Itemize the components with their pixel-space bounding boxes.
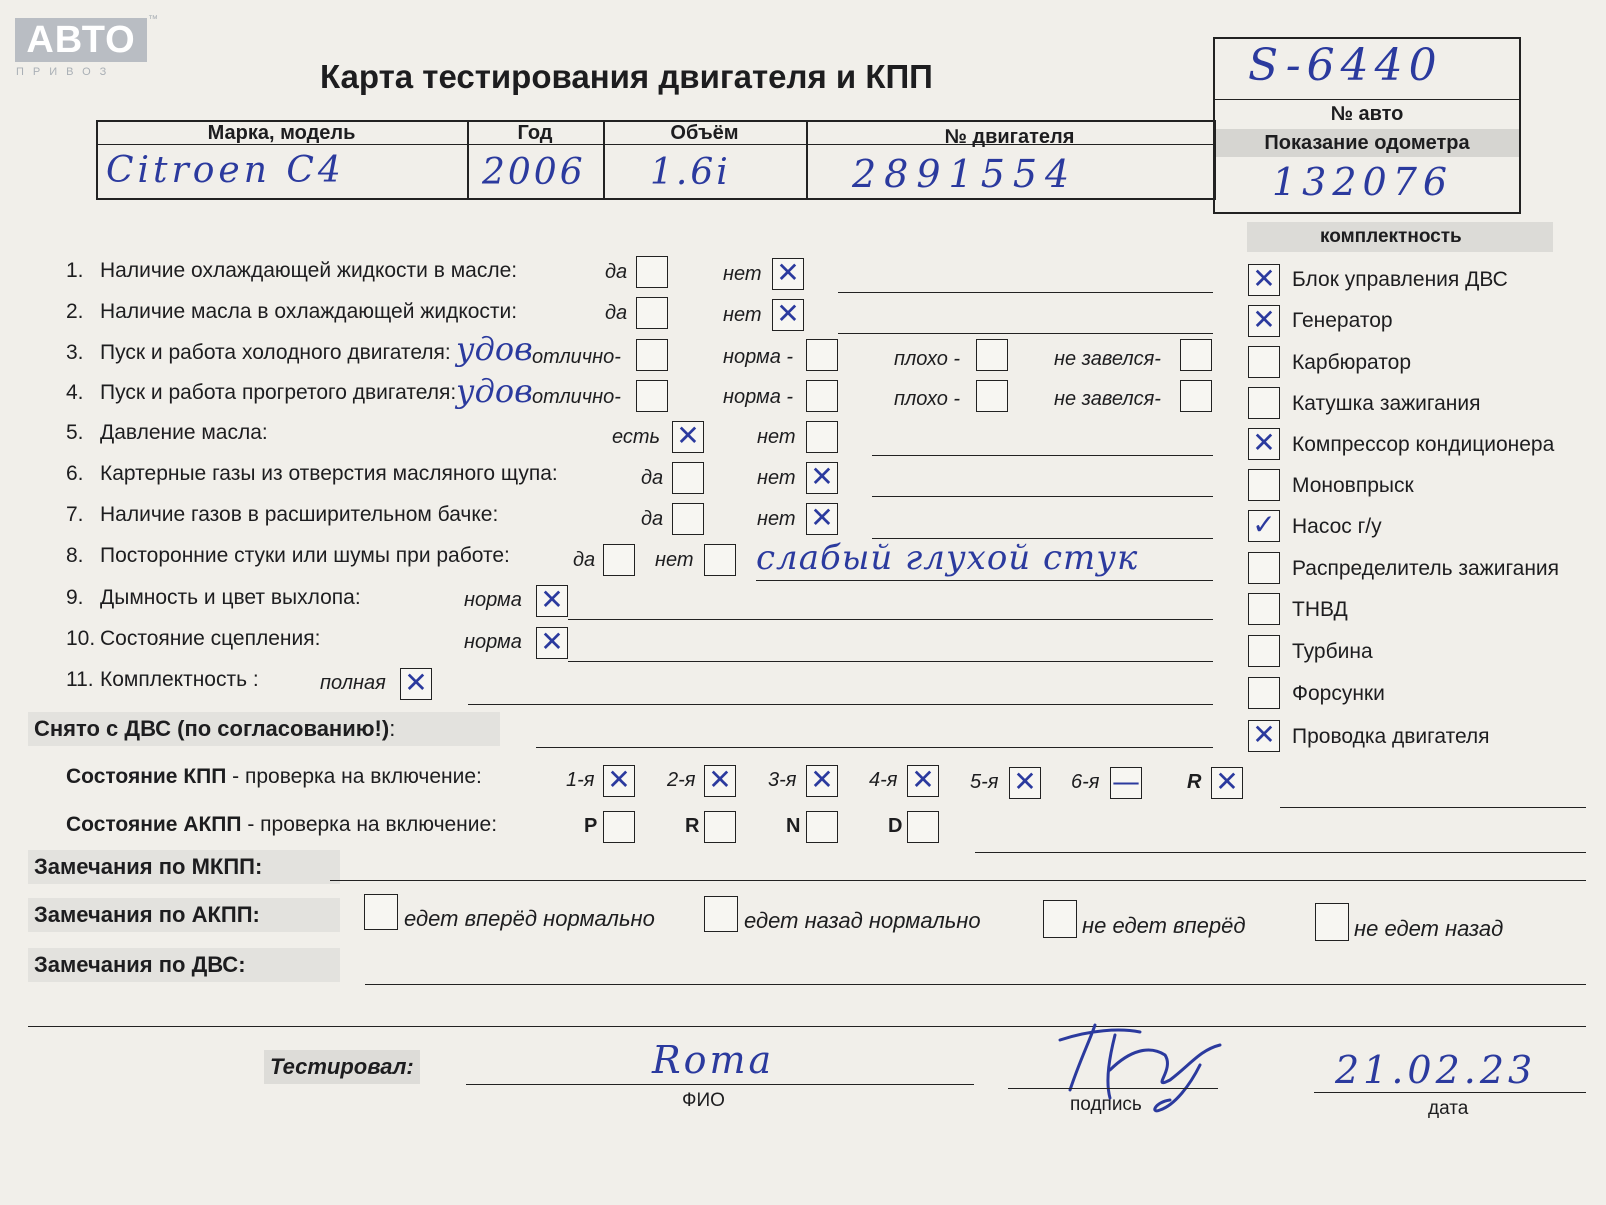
row-9-norm-label: норма [464, 589, 522, 611]
row-3-excellent-label: отлично- [532, 346, 621, 368]
akpp-backward-ok-checkbox[interactable] [704, 896, 738, 932]
removed-line [536, 747, 1213, 748]
trademark-mark: ™ [148, 14, 158, 25]
kpp-label-rest: - проверка на включение: [226, 765, 482, 788]
car-number-value[interactable]: S-6440 [1248, 40, 1443, 91]
akpp-line [975, 852, 1586, 853]
row-5-label: Давление масла: [100, 421, 268, 444]
gear-3-label: 3-я [768, 769, 797, 791]
gear-3-checkbox[interactable]: ✕ [806, 765, 838, 797]
volume-value[interactable]: 1.6i [650, 152, 731, 193]
row-5-no-checkbox[interactable] [806, 421, 838, 453]
komp-6-checkbox[interactable] [1248, 469, 1280, 501]
akpp-no-backward-checkbox[interactable] [1315, 903, 1349, 941]
row-11-full-checkbox[interactable]: ✕ [400, 668, 432, 700]
akpp-label [66, 813, 497, 837]
row-3-bad-checkbox[interactable] [976, 339, 1008, 371]
row-4-label: Пуск и работа прогретого двигателя: [100, 381, 457, 404]
row-5-line [872, 455, 1213, 456]
row-3-num: 3. [66, 341, 84, 364]
row-8-line [756, 580, 1213, 581]
row-11-line [468, 704, 1213, 705]
komp-10-label: Турбина [1292, 640, 1373, 663]
akpp-no-forward-label: не едет вперёд [1082, 913, 1246, 938]
row-11-label: Комплектность : [100, 668, 259, 691]
row-3-normal-checkbox[interactable] [806, 339, 838, 371]
komp-6-label: Моновпрыск [1292, 474, 1414, 497]
row-5-present-checkbox[interactable]: ✕ [672, 421, 704, 453]
gear-2-label: 2-я [667, 769, 696, 791]
year-value[interactable]: 2006 [482, 152, 586, 193]
removed-from-engine-label [28, 712, 500, 746]
row-1-no-checkbox[interactable]: ✕ [772, 258, 804, 290]
logo-subtitle: ПРИВОЗ [16, 66, 116, 78]
row-8-yes-checkbox[interactable] [603, 544, 635, 576]
row-3-excellent-checkbox[interactable] [636, 339, 668, 371]
row-4-not-started-checkbox[interactable] [1180, 380, 1212, 412]
kpp-line [1280, 807, 1586, 808]
komp-4-checkbox[interactable] [1248, 387, 1280, 419]
tester-name-value[interactable]: Roma [652, 1038, 775, 1082]
row-8-handwritten[interactable]: слабый глухой стук [756, 538, 1139, 578]
row-6-yes-label: да [641, 467, 664, 489]
row-10-num: 10. [66, 627, 96, 650]
gear-5-label: 5-я [970, 771, 999, 793]
row-4-normal-checkbox[interactable] [806, 380, 838, 412]
komp-5-checkbox[interactable]: ✕ [1248, 428, 1280, 460]
row-4-excellent-checkbox[interactable] [636, 380, 668, 412]
row-3-handwritten[interactable]: удов [456, 330, 533, 368]
row-4-num: 4. [66, 381, 84, 404]
row-1-yes-checkbox[interactable] [636, 256, 668, 288]
row-2-no-checkbox[interactable]: ✕ [772, 299, 804, 331]
row-10-line [568, 661, 1213, 662]
row-8-yes-label: да [573, 549, 596, 571]
row-8-no-label: нет [655, 549, 694, 571]
gear-4-checkbox[interactable]: ✕ [907, 765, 939, 797]
remarks-dvs-label: Замечания по ДВС: [28, 948, 340, 982]
row-8-no-checkbox[interactable] [704, 544, 736, 576]
komp-7-label: Насос г/у [1292, 515, 1382, 538]
gear-1-checkbox[interactable]: ✕ [603, 765, 635, 797]
row-6-line [872, 496, 1213, 497]
row-8-label: Посторонние стуки или шумы при работе: [100, 544, 510, 567]
mode-d-checkbox[interactable] [907, 811, 939, 843]
mode-n-label: N [786, 815, 801, 837]
row-7-no-checkbox[interactable]: ✕ [806, 503, 838, 535]
gear-2-checkbox[interactable]: ✕ [704, 765, 736, 797]
row-1-yes-label: да [605, 261, 628, 283]
komp-9-checkbox[interactable] [1248, 593, 1280, 625]
document-title: Карта тестирования двигателя и КПП [320, 58, 933, 95]
row-5-no-label: нет [757, 426, 796, 448]
kpp-label-bold: Состояние КПП [66, 765, 227, 788]
akpp-forward-ok-checkbox[interactable] [364, 894, 398, 930]
gear-4-label: 4-я [869, 769, 898, 791]
gear-1-label: 1-я [566, 769, 595, 791]
akpp-no-backward-label: не едет назад [1354, 916, 1504, 941]
row-10-label: Состояние сцепления: [100, 627, 321, 650]
mode-p-checkbox[interactable] [603, 811, 635, 843]
row-10-norm-checkbox[interactable]: ✕ [536, 627, 568, 659]
row-7-yes-checkbox[interactable] [672, 503, 704, 535]
row-4-normal-label: норма - [723, 386, 794, 408]
row-2-num: 2. [66, 300, 84, 323]
row-4-handwritten[interactable]: удов [456, 372, 533, 410]
row-6-label: Картерные газы из отверстия масляного щупа: [100, 462, 558, 485]
row-2-yes-checkbox[interactable] [636, 297, 668, 329]
car-number-label: № авто [1330, 103, 1404, 125]
row-2-yes-label: да [605, 302, 628, 324]
komp-4-label: Катушка зажигания [1292, 392, 1481, 415]
name-caption: ФИО [682, 1090, 725, 1111]
row-1-no-label: нет [723, 263, 762, 285]
avto-privoz-logo: АВТО [15, 18, 147, 62]
row-5-present-label: есть [612, 426, 661, 448]
komplektnost-header: комплектность [1320, 226, 1462, 247]
row-3-not-started-checkbox[interactable] [1180, 339, 1212, 371]
row-4-bad-checkbox[interactable] [976, 380, 1008, 412]
row-1-line [838, 292, 1213, 293]
komp-3-label: Карбюратор [1292, 351, 1412, 374]
row-6-no-label: нет [757, 467, 796, 489]
removed-bold: Снято с ДВС [34, 716, 178, 741]
row-8-num: 8. [66, 544, 84, 567]
komp-12-checkbox[interactable]: ✕ [1248, 720, 1280, 752]
row-9-num: 9. [66, 586, 84, 609]
row-3-label: Пуск и работа холодного двигателя: [100, 341, 451, 364]
komp-1-checkbox[interactable]: ✕ [1248, 264, 1280, 296]
odometer-value[interactable]: 132076 [1272, 160, 1454, 204]
mode-r-checkbox[interactable] [704, 811, 736, 843]
komp-1-label: Блок управления ДВС [1292, 268, 1508, 291]
akpp-label-rest: - проверка на включение: [241, 813, 498, 836]
row-6-num: 6. [66, 462, 84, 485]
komp-10-checkbox[interactable] [1248, 635, 1280, 667]
make-model-value[interactable]: Citroen C4 [106, 150, 345, 191]
signature-caption: подпись [1070, 1094, 1142, 1115]
komp-8-checkbox[interactable] [1248, 552, 1280, 584]
row-1-num: 1. [66, 259, 84, 282]
row-10-norm-label: норма [464, 631, 522, 653]
row-11-num: 11. [66, 668, 94, 691]
mode-r-label: R [685, 815, 700, 837]
gear-r-label: R [1187, 771, 1202, 793]
engine-number-value[interactable]: 2891554 [852, 152, 1078, 196]
mode-p-label: P [584, 815, 598, 837]
gear-5-checkbox[interactable]: ✕ [1009, 767, 1041, 799]
gear-6-checkbox[interactable]: — [1112, 765, 1140, 798]
engine-number-header: № двигателя [944, 126, 1075, 148]
row-11-full-label: полная [320, 672, 386, 694]
row-9-norm-checkbox[interactable]: ✕ [536, 585, 568, 617]
removed-tail: : [389, 716, 396, 741]
car-number-underline [1213, 99, 1521, 100]
komp-7-checkbox[interactable]: ✓ [1248, 510, 1280, 542]
volume-header: Объём [670, 122, 739, 144]
komp-9-label: ТНВД [1292, 598, 1348, 621]
mode-n-checkbox[interactable] [806, 811, 838, 843]
remarks-mkpp-label: Замечания по МКПП: [28, 850, 340, 884]
row-5-num: 5. [66, 421, 84, 444]
row-1-label: Наличие охлаждающей жидкости в масле: [100, 259, 518, 282]
kpp-label [66, 765, 482, 789]
row-9-label: Дымность и цвет выхлопа: [100, 586, 361, 609]
row-7-yes-label: да [641, 508, 664, 530]
odometer-label: Показание одометра [1264, 132, 1470, 154]
row-7-num: 7. [66, 503, 84, 526]
make-model-header: Марка, модель [207, 122, 356, 144]
row-4-bad-label: плохо - [894, 388, 961, 410]
date-value[interactable]: 21.02.23 [1335, 1048, 1537, 1092]
row-3-bad-label: плохо - [894, 348, 961, 370]
row-7-label: Наличие газов в расширительном бачке: [100, 503, 499, 526]
row-6-no-checkbox[interactable]: ✕ [806, 462, 838, 494]
komp-11-label: Форсунки [1292, 682, 1385, 705]
remarks-akpp-label: Замечания по АКПП: [28, 898, 340, 932]
row-7-no-label: нет [757, 508, 796, 530]
akpp-no-forward-checkbox[interactable] [1043, 900, 1077, 938]
gear-r-checkbox[interactable]: ✕ [1211, 767, 1243, 799]
komp-2-label: Генератор [1292, 309, 1393, 332]
remarks-extra-line [28, 1026, 1586, 1027]
komp-3-checkbox[interactable] [1248, 346, 1280, 378]
signature-line [1008, 1088, 1218, 1089]
row-6-yes-checkbox[interactable] [672, 462, 704, 494]
row-3-not-started-label: не завелся- [1054, 348, 1161, 370]
date-line [1314, 1092, 1586, 1093]
row-3-normal-label: норма - [723, 346, 794, 368]
row-2-line [838, 333, 1213, 334]
year-header: Год [517, 122, 553, 144]
komp-12-label: Проводка двигателя [1292, 725, 1490, 748]
akpp-backward-ok-label: едет назад нормально [744, 908, 981, 933]
remarks-mkpp-line [330, 880, 1586, 881]
komp-5-label: Компрессор кондиционера [1292, 433, 1555, 456]
row-2-label: Наличие масла в охлаждающей жидкости: [100, 300, 518, 323]
row-9-line [568, 619, 1213, 620]
date-caption: дата [1428, 1098, 1469, 1119]
remarks-dvs-line [365, 984, 1586, 985]
akpp-label-bold: Состояние АКПП [66, 813, 242, 836]
komp-11-checkbox[interactable] [1248, 677, 1280, 709]
row-4-not-started-label: не завелся- [1054, 388, 1161, 410]
akpp-forward-ok-label: едет вперёд нормально [404, 906, 655, 931]
row-2-no-label: нет [723, 304, 762, 326]
name-line [466, 1084, 974, 1085]
gear-6-label: 6-я [1071, 771, 1100, 793]
mode-d-label: D [888, 815, 903, 837]
removed-paren: (по согласованию!) [177, 716, 390, 741]
komp-8-label: Распределитель зажигания [1292, 557, 1560, 580]
tested-by-label: Тестировал: [264, 1050, 420, 1084]
komp-2-checkbox[interactable]: ✕ [1248, 305, 1280, 337]
row-4-excellent-label: отлично- [532, 386, 621, 408]
